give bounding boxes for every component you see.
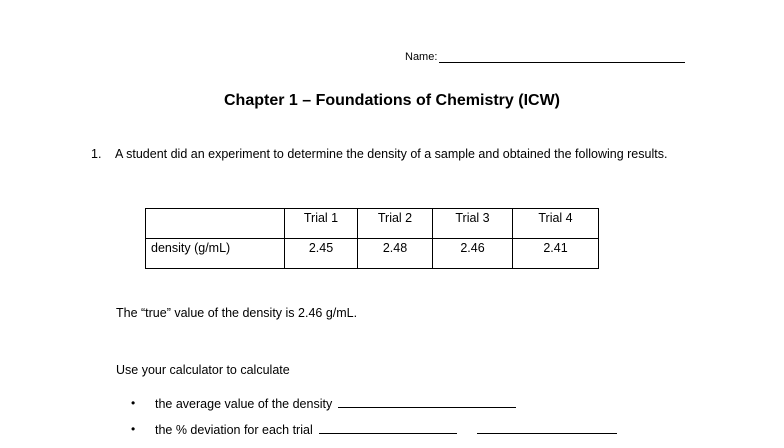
question-number: 1. xyxy=(91,147,102,161)
table-header-cell: Trial 3 xyxy=(433,209,513,239)
calculation-instruction: Use your calculator to calculate xyxy=(116,363,290,377)
bullet-icon: • xyxy=(131,396,136,410)
true-value-statement: The “true” value of the density is 2.46 g/mL. xyxy=(116,306,358,320)
table-row-label: density (g/mL) xyxy=(146,239,285,269)
bullet-text: the average value of the density xyxy=(155,397,333,411)
bullet-icon: • xyxy=(131,422,136,436)
deviation-answer-blank-2 xyxy=(477,422,617,434)
bullet-text: the % deviation for each trial xyxy=(155,423,313,437)
question-1 xyxy=(91,146,701,162)
question-text: A student did an experiment to determine the density of a sample and obtained the following results. xyxy=(115,147,668,161)
table-cell: 2.41 xyxy=(513,239,599,269)
page-title xyxy=(0,92,784,110)
deviation-answer-blank-1 xyxy=(319,422,457,434)
average-answer-blank xyxy=(338,396,516,408)
table-header-cell: Trial 2 xyxy=(358,209,433,239)
table-header-cell: Trial 1 xyxy=(285,209,358,239)
density-table xyxy=(145,208,599,269)
table-header-row xyxy=(146,209,599,239)
table-header-cell: Trial 4 xyxy=(513,209,599,239)
name-blank-line xyxy=(439,49,685,63)
table-cell: 2.48 xyxy=(358,239,433,269)
table-cell: 2.46 xyxy=(433,239,513,269)
name-field-row xyxy=(405,49,685,63)
page-title-text: Chapter 1 – Foundations of Chemistry (ICW) xyxy=(223,92,560,109)
table-cell: 2.45 xyxy=(285,239,358,269)
table-row xyxy=(146,239,599,269)
table-header-cell xyxy=(146,209,285,239)
name-label: Name: xyxy=(405,51,438,63)
